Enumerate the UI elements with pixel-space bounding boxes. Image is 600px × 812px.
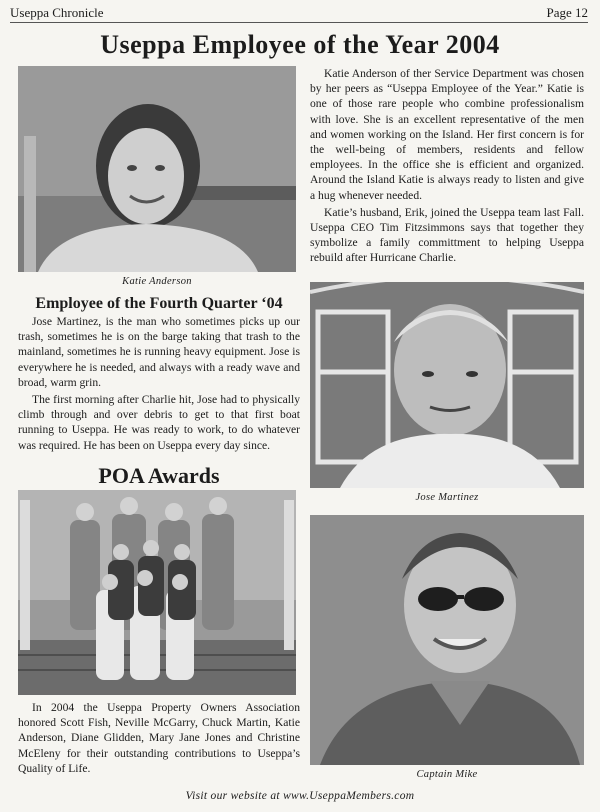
jose-martinez-photo [310, 282, 584, 488]
katie-anderson-illustration [18, 66, 296, 272]
page-title: Useppa Employee of the Year 2004 [100, 30, 500, 59]
captain-mike-illustration [310, 515, 584, 765]
katie-paragraph-1: Katie Anderson of ther Service Department was chosen by her peers as “Useppa Employee of the Year.” Katie is one of those rare people who combine professionalism with love. She is an excellent representative of the men and women working on the Island. Her first concern is for the well-being of members, residents and fellow employees. In the office she is efficient and organized. Around the Island Katie is always ready to listen and give a hug whenever needed. [310, 67, 584, 202]
jose-martinez-caption: Jose Martinez [415, 492, 479, 503]
quarter-paragraph-1: Jose Martinez, is the man who sometimes picks up our trash, sometimes he is on the barge taking that trash to the mainland, sometimes he is running heavy equipment. Jose is everywhere he is needed, and always with a ready wave and broad, warm grin. [18, 315, 300, 389]
captain-mike-caption: Captain Mike [416, 769, 478, 780]
page-number: Page 12 [546, 5, 588, 20]
publication-name: Useppa Chronicle [10, 5, 104, 20]
page-header [10, 4, 588, 23]
poa-paragraph: In 2004 the Useppa Property Owners Association honored Scott Fish, Neville McGarry, Chuck Martin, Katie Anderson, Diane Glidden, Mary Jane Jones and Christine McEleny for their outstanding contributions to Useppa’s Quality of Life. [18, 701, 300, 775]
quarter-paragraph-2: The first morning after Charlie hit, Jose had to physically climb through and over debris to get to that first boat running to Useppa. He was ready to work, to do whatever was required. He has been on Useppa every day since. [18, 393, 300, 452]
poa-heading: POA Awards [98, 463, 220, 488]
poa-group-illustration [18, 490, 296, 695]
captain-mike-photo [310, 515, 584, 765]
jose-martinez-illustration [310, 282, 584, 488]
quarter-heading: Employee of the Fourth Quarter ‘04 [35, 295, 283, 312]
website-footer: Visit our website at www.UseppaMembers.com [185, 790, 415, 802]
katie-anderson-caption: Katie Anderson [122, 276, 192, 287]
katie-anderson-photo [18, 66, 296, 272]
katie-paragraph-2: Katie’s husband, Erik, joined the Useppa team last Fall. Useppa CEO Tim Fitzsimmons says that together they symbolize a family committment to helping Useppa rebuild after Hurricane Charlie. [310, 205, 584, 265]
poa-group-photo [18, 490, 296, 695]
quarter-article [18, 314, 300, 455]
katie-article [310, 66, 584, 268]
poa-article [18, 700, 300, 778]
